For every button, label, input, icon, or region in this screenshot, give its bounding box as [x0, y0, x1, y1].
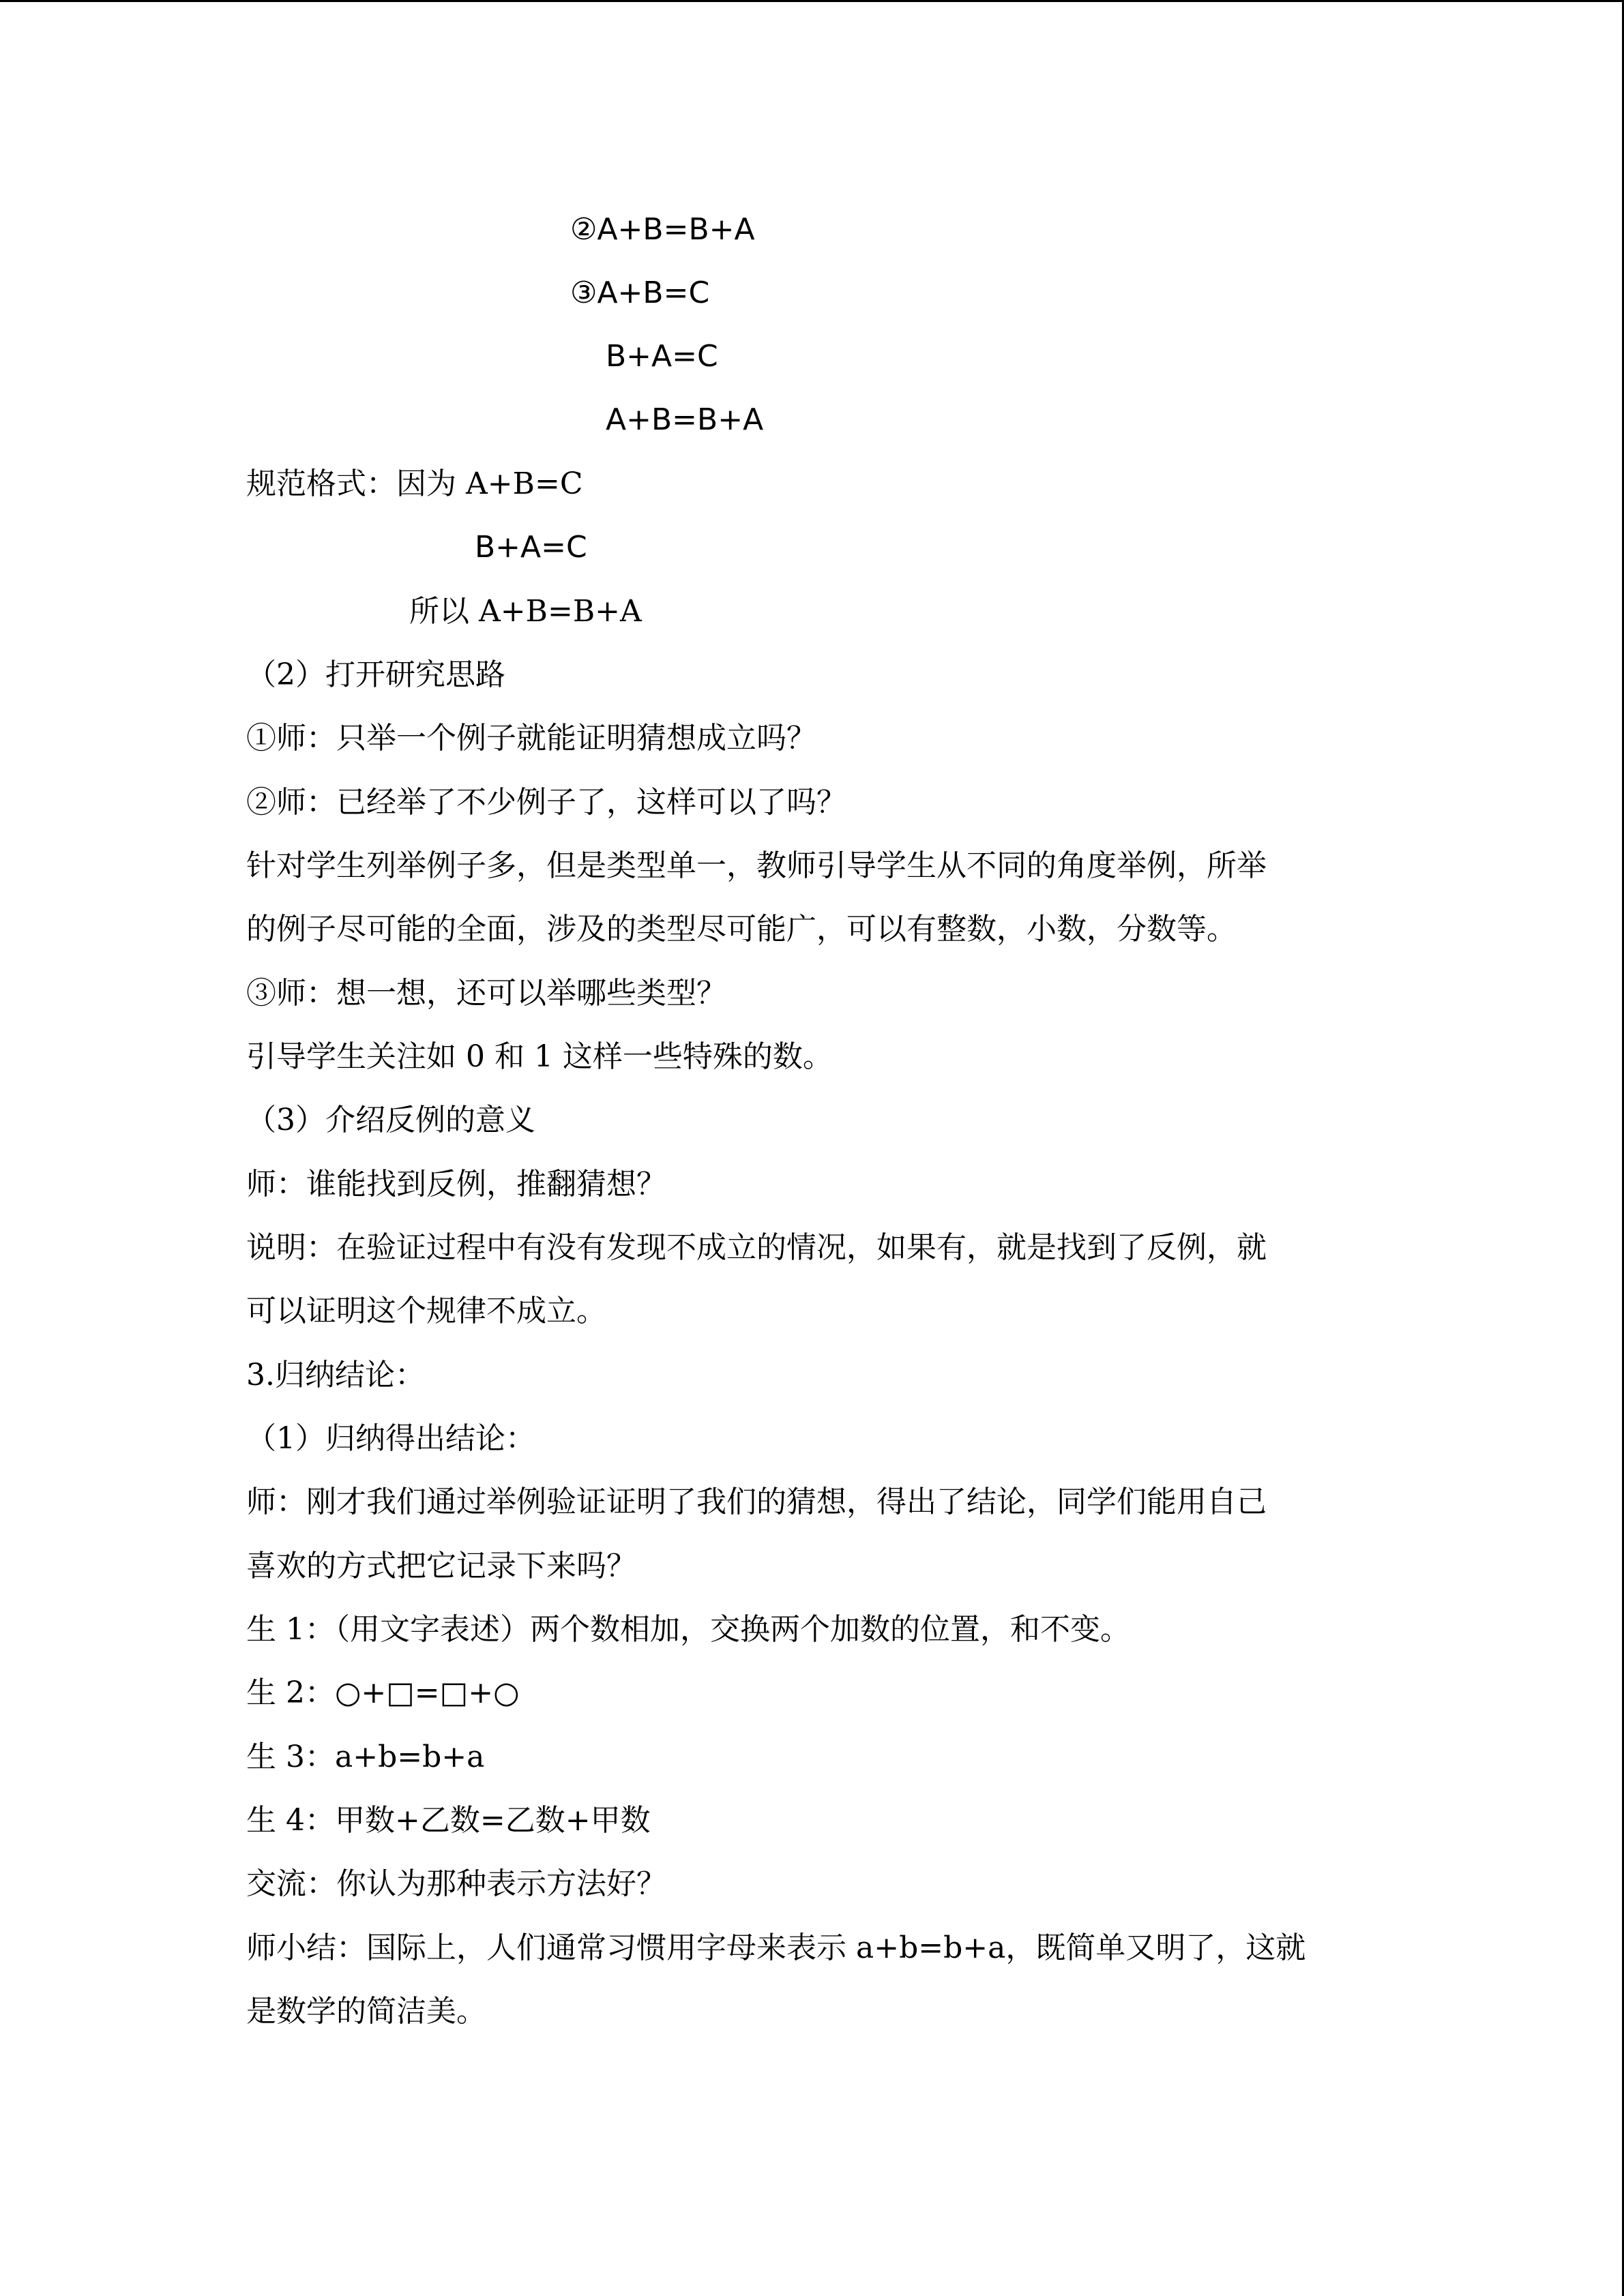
section-heading: 3.归纳结论：: [246, 1358, 425, 1392]
text-line: 师：刚才我们通过举例验证证明了我们的猜想，得出了结论，同学们能用自己: [246, 1485, 1267, 1519]
text-line: 师小结：国际上，人们通常习惯用字母来表示 a+b=b+a，既简单又明了，这就: [246, 1930, 1306, 1965]
section-heading: （2）打开研究思路: [246, 657, 505, 692]
text-line: 的例子尽可能的全面，涉及的类型尽可能广，可以有整数，小数，分数等。: [246, 912, 1237, 946]
page-border-top: [0, 0, 1624, 2]
text-line: ①师：只举一个例子就能证明猜想成立吗？: [246, 721, 816, 756]
text-line: 规范格式：因为 A+B=C: [246, 466, 583, 501]
text-line: 生 2：○+□=□+○: [246, 1675, 520, 1710]
section-heading: （1）归纳得出结论：: [246, 1421, 535, 1456]
text-line: ②师：已经举了不少例子了，这样可以了吗？: [246, 785, 846, 820]
text-line: 可以证明这个规律不成立。: [246, 1294, 606, 1328]
equation-line: ③A+B=C: [570, 275, 710, 310]
text-line: 师：谁能找到反例，推翻猜想？: [246, 1167, 666, 1202]
text-line: 生 1：（用文字表述）两个数相加，交换两个加数的位置，和不变。: [246, 1612, 1130, 1647]
text-line: 交流：你认为那种表示方法好？: [246, 1866, 666, 1901]
text-line: 针对学生列举例子多，但是类型单一，教师引导学生从不同的角度举例，所举: [246, 848, 1267, 883]
text-line: ③师：想一想，还可以举哪些类型？: [246, 976, 726, 1011]
text-line: 所以 A+B=B+A: [409, 594, 642, 629]
text-line: 引导学生关注如 0 和 1 这样一些特殊的数。: [246, 1039, 833, 1074]
equation-line: B+A=C: [475, 530, 587, 565]
text-line: 说明：在验证过程中有没有发现不成立的情况，如果有，就是找到了反例，就: [246, 1230, 1267, 1265]
equation-line: A+B=B+A: [606, 402, 764, 437]
text-line: 喜欢的方式把它记录下来吗？: [246, 1549, 636, 1583]
text-line: 是数学的简洁美。: [246, 1994, 486, 2029]
section-heading: （3）介绍反例的意义: [246, 1103, 535, 1137]
text-line: 生 3：a+b=b+a: [246, 1740, 485, 1774]
text-line: 生 4：甲数+乙数=乙数+甲数: [246, 1803, 651, 1838]
equation-line: ②A+B=B+A: [570, 212, 755, 247]
equation-line: B+A=C: [606, 339, 718, 374]
